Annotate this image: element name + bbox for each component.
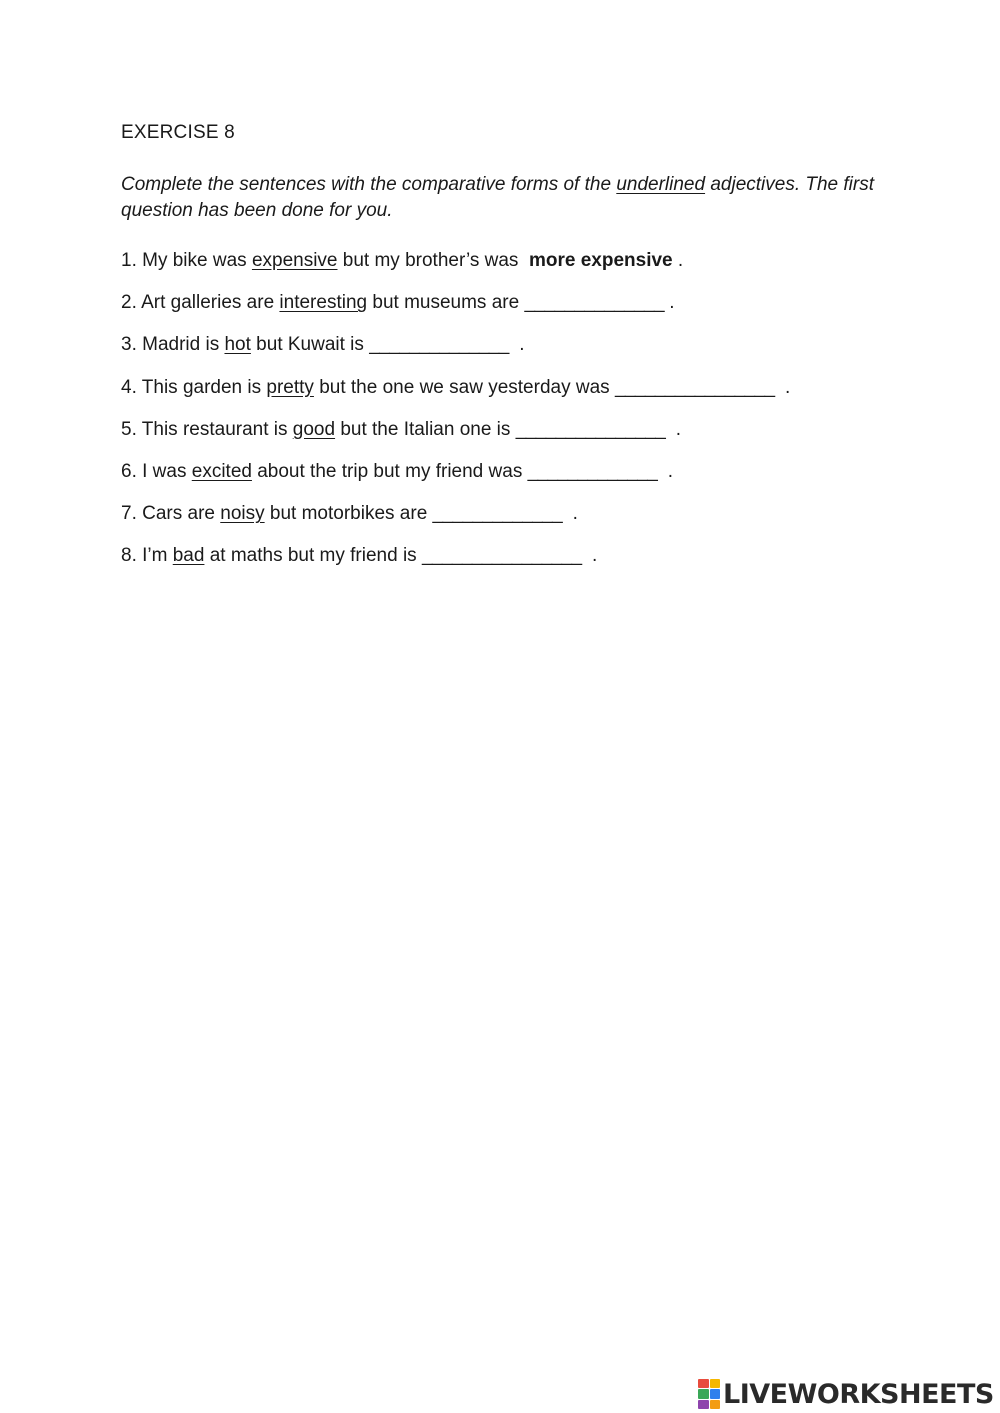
answer-blank[interactable]: ______________ [524,292,664,314]
instructions-text-start: Complete the sentences with the comparative forms of the [121,174,617,195]
question-list [121,248,921,586]
question-2 [121,290,921,332]
logo-block [698,1400,709,1409]
question-end: . [581,545,598,567]
question-text: but my brother’s was [337,250,529,271]
question-end: . [774,376,791,398]
answer-blank[interactable]: ________________ [421,545,582,567]
question-text: at maths but my friend is [204,545,422,567]
question-text: 7. Cars are [121,503,221,525]
question-3 [121,332,921,374]
logo-block [698,1379,709,1388]
question-adjective: good [292,418,336,440]
question-text: but the Italian one is [335,418,516,440]
question-text: 6. I was [121,460,192,482]
question-1 [121,248,921,290]
question-adjective: bad [172,545,205,567]
question-adjective: hot [224,334,251,356]
question-end: . [508,334,525,356]
exercise-title: EXERCISE 8 [121,122,235,143]
logo-block [710,1379,721,1388]
question-adjective: excited [191,460,252,482]
question-text: but the one we saw yesterday was [313,376,615,398]
question-text: about the trip but my friend was [251,460,528,482]
answer-blank[interactable]: _____________ [527,460,658,482]
question-7 [121,501,921,543]
instructions [121,172,891,224]
logo-block [698,1389,709,1398]
logo-block [710,1400,721,1409]
instructions-underlined-word: underlined [616,174,706,195]
question-adjective: pretty [266,376,314,398]
answer-blank[interactable]: ________________ [614,376,775,398]
question-text: 5. This restaurant is [121,418,293,440]
question-adjective: interesting [279,292,368,314]
question-text: 2. Art galleries are [121,292,280,314]
question-text: 3. Madrid is [121,334,225,356]
question-6 [121,459,921,501]
question-end: . [562,503,578,525]
question-text: but museums are [367,292,525,314]
question-end: . [672,250,684,271]
question-end: . [657,460,674,482]
question-text: but motorbikes are [264,503,433,525]
answer-blank[interactable]: _______________ [515,418,666,440]
answer-blank[interactable]: _____________ [432,503,563,525]
liveworksheets-logo [698,1376,994,1412]
question-text: 8. I’m [121,545,173,567]
question-end: . [665,418,682,440]
question-adjective: noisy [220,503,265,525]
question-adjective: expensive [251,250,338,271]
logo-text: LIVEWORKSHEETS [723,1378,994,1410]
question-4 [121,375,921,417]
logo-block [710,1389,721,1398]
example-answer: more expensive [528,250,673,271]
instructions-text-end: adjectives. The first question has been done for you. [121,174,875,221]
question-5 [121,417,921,459]
question-text: 4. This garden is [121,376,267,398]
question-text: 1. My bike was [121,250,252,271]
answer-blank[interactable]: ______________ [369,334,509,356]
question-end: . [663,292,675,314]
question-text: but Kuwait is [250,334,370,356]
question-8 [121,543,921,585]
liveworksheets-logo-icon [698,1379,720,1409]
